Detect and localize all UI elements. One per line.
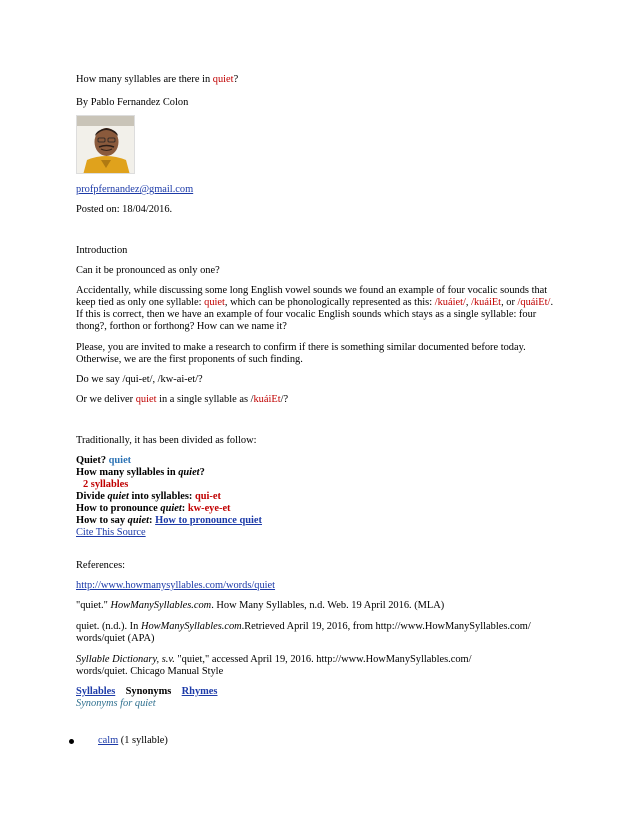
how-to-say-row: How to say quiet: How to pronounce quiet [76, 515, 263, 526]
intro-heading: Introduction [76, 245, 128, 256]
word-tabs [76, 686, 217, 698]
bullet-icon [69, 739, 74, 744]
list-item: calm (1 syllable) [98, 735, 168, 746]
syllable-count-value: 2 syllables [83, 479, 129, 490]
references-heading: References: [76, 560, 126, 571]
reference-url-link[interactable]: http://www.howmanysyllables.com/words/quiet [76, 580, 276, 591]
intro-question: Can it be pronounced as only one? [76, 265, 220, 276]
intro-paragraph-line: Accidentally, while discussing some long English vowel sounds we found an example of four vocalic sounds that [76, 285, 548, 296]
posted-date: Posted on: 18/04/2016. [76, 204, 173, 215]
invite-paragraph-line: Otherwise, we are the first proponents of such finding. [76, 354, 303, 365]
doc-title: How many syllables are there in quiet? [76, 74, 239, 85]
intro-paragraph-line: thong?, forthon or forthong? How can we name it? [76, 321, 287, 332]
tab-synonyms[interactable]: Synonyms [125, 686, 172, 697]
quiet-heading: Quiet? quiet [76, 455, 132, 466]
intro-paragraph-line: keep tied as only one syllable: quiet, which can be phonologically represented as this: /kuáiet/, /kuáiEt, or /quáiEt/. [76, 297, 554, 308]
author-photo [76, 115, 135, 174]
cite-source-link[interactable]: Cite This Source [76, 527, 146, 538]
reference-apa: quiet. (n.d.). In HowManySyllables.com.Retrieved April 19, 2016, from http://www.HowManySyllables.com/ [76, 621, 531, 632]
reference-apa-line2: words/quiet (APA) [76, 633, 155, 644]
deliver-question: Or we deliver quiet in a single syllable as /kuáiEt/? [76, 394, 289, 405]
intro-paragraph-line: If this is correct, then we have an example of four vocalic English sounds which stays as a single syllable: four [76, 309, 537, 320]
reference-chicago-line2: words/quiet. Chicago Manual Style [76, 666, 224, 677]
byline: By Pablo Fernandez Colon [76, 97, 189, 108]
tab-syllables[interactable]: Syllables [76, 686, 116, 697]
tab-rhymes[interactable]: Rhymes [181, 686, 218, 697]
say-question: Do we say /qui-et/, /kw-ai-et/? [76, 374, 203, 385]
author-portrait-image [77, 116, 135, 174]
reference-mla: "quiet." HowManySyllables.com. How Many Syllables, n.d. Web. 19 April 2016. (MLA) [76, 600, 445, 611]
reference-chicago: Syllable Dictionary, s.v. "quiet," accessed April 19, 2016. http://www.HowManySyllables.com/ [76, 654, 472, 665]
synonym-calm-link[interactable]: calm [98, 735, 119, 746]
author-email-link[interactable]: profpfernandez@gmail.com [76, 184, 194, 195]
pronounce-row: How to pronounce quiet: kw-eye-et [76, 503, 231, 514]
how-to-pronounce-link[interactable]: How to pronounce quiet [155, 515, 263, 526]
syllable-count-question: How many syllables in quiet? [76, 467, 205, 478]
divide-row: Divide quiet into syllables: qui-et [76, 491, 221, 502]
invite-paragraph-line: Please, you are invited to make a research to confirm if there is something similar documented before today. [76, 342, 526, 353]
synonyms-heading: Synonyms for quiet [76, 698, 156, 709]
traditional-heading: Traditionally, it has been divided as follow: [76, 435, 257, 446]
